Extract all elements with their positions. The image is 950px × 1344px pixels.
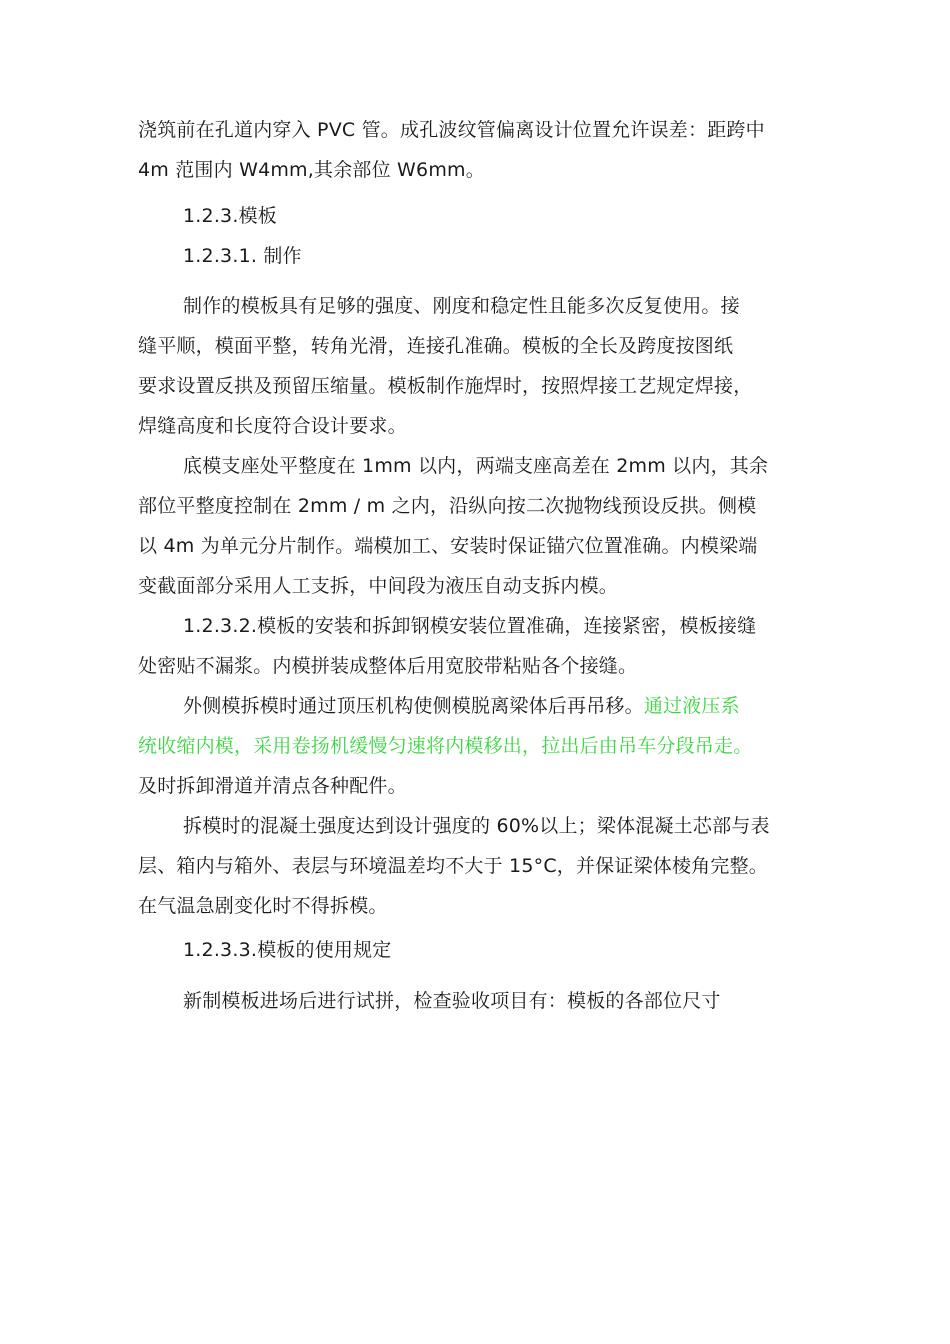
paragraph-line: 底模支座处平整度在 1mm 以内，两端支座高差在 2mm 以内，其余: [183, 455, 769, 477]
paragraph-line: 要求设置反拱及预留压缩量。模板制作施焊时，按照焊接工艺规定焊接，: [138, 375, 753, 397]
paragraph-line: 制作的模板具有足够的强度、刚度和稳定性且能多次反复使用。接: [183, 295, 740, 317]
section-heading: 1.2.3.模板: [183, 205, 277, 227]
paragraph-line: 部位平整度控制在 2mm / m 之内，沿纵向按二次抛物线预设反拱。侧模: [138, 495, 757, 517]
paragraph-line: 1.2.3.2.模板的安装和拆卸钢模安装位置准确，连接紧密，模板接缝: [183, 615, 757, 637]
paragraph-line: 层、箱内与箱外、表层与环境温差均不大于 15°C，并保证梁体棱角完整。: [138, 855, 768, 877]
paragraph-text: 外侧模拆模时通过顶压机构使侧模脱离梁体后再吊移。: [183, 695, 644, 717]
paragraph-line: 变截面部分采用人工支拆，中间段为液压自动支拆内模。: [138, 575, 619, 597]
paragraph-line: 以 4m 为单元分片制作。端模加工、安装时保证锚穴位置准确。内模梁端: [138, 535, 758, 557]
paragraph-line: 及时拆卸滑道并清点各种配件。: [138, 775, 407, 797]
paragraph-line: 在气温急剧变化时不得拆模。: [138, 895, 388, 917]
highlighted-text: 统收缩内模，采用卷扬机缓慢匀速将内模移出，拉出后由吊车分段吊走。: [138, 735, 753, 757]
paragraph-line: 处密贴不漏浆。内模拼装成整体后用宽胶带粘贴各个接缝。: [138, 655, 638, 677]
paragraph-line: 浇筑前在孔道内穿入 PVC 管。成孔波纹管偏离设计位置允许误差：距跨中: [138, 119, 765, 141]
highlighted-text: 通过液压系: [643, 695, 740, 717]
subsection-heading: 1.2.3.3.模板的使用规定: [183, 939, 392, 961]
paragraph-line: 缝平顺，模面平整，转角光滑，连接孔准确。模板的全长及跨度按图纸: [138, 335, 734, 357]
subsection-heading: 1.2.3.1. 制作: [183, 245, 302, 267]
paragraph-line: 4m 范围内 W4mm,其余部位 W6mm。: [138, 159, 485, 181]
paragraph-line: 焊缝高度和长度符合设计要求。: [138, 415, 407, 437]
paragraph-line: 新制模板进场后进行试拼，检查验收项目有：模板的各部位尺寸: [183, 990, 721, 1012]
paragraph-line: [183, 694, 740, 718]
paragraph-line: 拆模时的混凝土强度达到设计强度的 60%以上；梁体混凝土芯部与表: [183, 815, 770, 837]
